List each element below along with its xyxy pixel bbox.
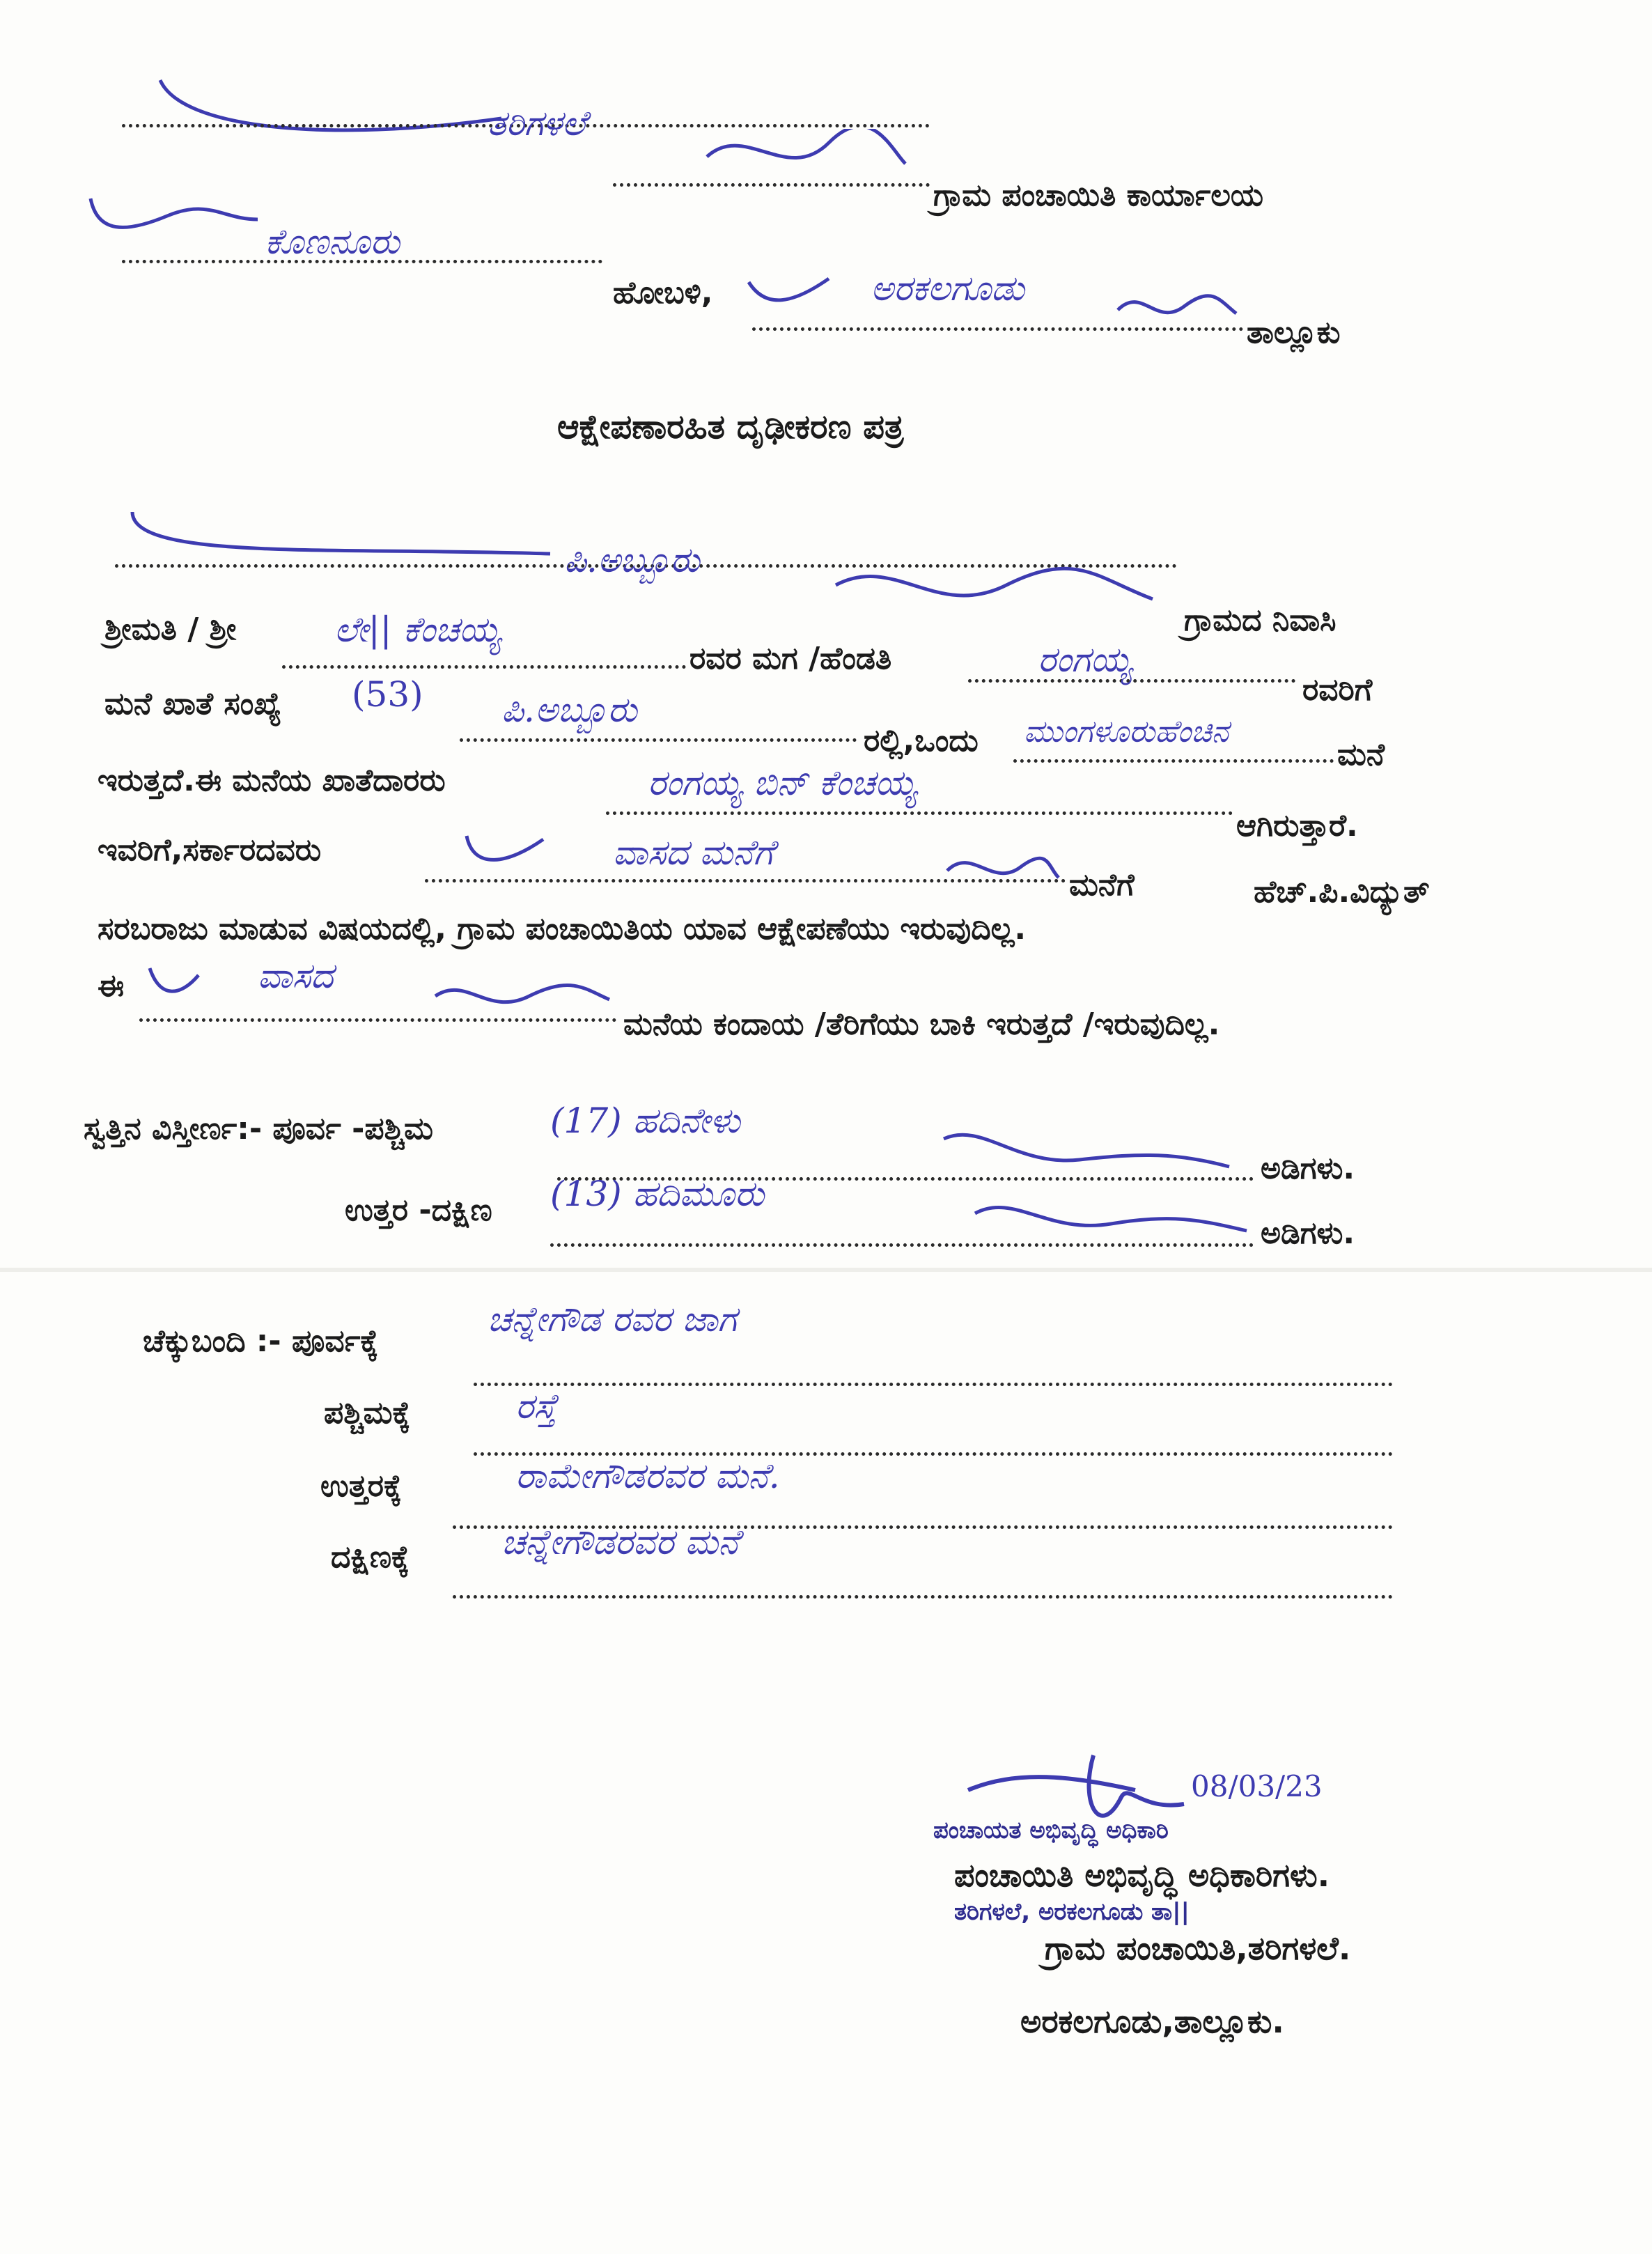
pen-flourish-1 bbox=[153, 66, 515, 150]
pen-flourish-10 bbox=[146, 961, 202, 1003]
pen-flourish-9 bbox=[944, 846, 1062, 888]
ns-handwritten: (13) ಹದಿಮೂರು bbox=[550, 1174, 765, 1214]
ravarige-label: ರವರಿಗೆ bbox=[1302, 672, 1373, 708]
west-handwritten: ರಸ್ತೆ bbox=[515, 1386, 557, 1427]
pen-flourish-11 bbox=[432, 975, 613, 1017]
vasada-dots bbox=[139, 1018, 616, 1022]
pen-flourish-13 bbox=[972, 1192, 1250, 1241]
taluk-name-handwritten: ಅರಕಲಗೂಡು bbox=[871, 268, 1024, 309]
south-label: ದಕ್ಷಿಣಕ್ಕೆ bbox=[331, 1539, 410, 1575]
tax-label: ಮನೆಯ ಕಂದಾಯ /ತೆರಿಗೆಯು ಬಾಕಿ ಇರುತ್ತದೆ /ಇರುವುದಿಲ್ಲ. bbox=[623, 1006, 1220, 1042]
place-dots bbox=[460, 738, 857, 742]
taluk-label: ತಾಲ್ಲೂಕು bbox=[1247, 315, 1341, 350]
khata-no-handwritten: (53) bbox=[352, 674, 423, 715]
ns-unit: ಅಡಿಗಳು. bbox=[1261, 1215, 1355, 1251]
owner-prefix-label: ಇರುತ್ತದೆ.ಈ ಮನೆಯ ಖಾತೆದಾರರು bbox=[98, 763, 446, 798]
hobli-name-handwritten: ಕೊಣನೂರು bbox=[265, 221, 400, 262]
pen-flourish-3 bbox=[84, 192, 265, 247]
father-dots bbox=[282, 665, 686, 669]
house-type-handwritten: ಮುಂಗಳೂರುಹೆಂಚಿನ bbox=[1024, 714, 1229, 749]
ns-label: ಉತ್ತರ -ದಕ್ಷಿಣ bbox=[345, 1192, 492, 1228]
hp-label: ಹೆಚ್.ಪಿ.ವಿದ್ಯುತ್ bbox=[1254, 874, 1430, 910]
signatory-line-1: ಪಂಚಾಯಿತಿ ಅಭಿವೃದ್ಧಿ ಅಧಿಕಾರಿಗಳು. bbox=[954, 1856, 1330, 1894]
mane-label: ಮನೆ bbox=[1337, 737, 1385, 772]
place-handwritten: ಪಿ.ಅಬ್ಬೂರು bbox=[501, 690, 637, 730]
pen-flourish-7 bbox=[832, 557, 1160, 613]
vasada-handwritten: ವಾಸದ bbox=[258, 956, 334, 996]
north-label: ಉತ್ತರಕ್ಕೆ bbox=[320, 1468, 402, 1504]
owner-dots bbox=[606, 811, 1233, 815]
pen-flourish-5 bbox=[1114, 286, 1240, 327]
east-dots bbox=[474, 1383, 1393, 1386]
gp-office-dots bbox=[613, 183, 930, 187]
ns-dots bbox=[550, 1243, 1254, 1247]
south-dots bbox=[453, 1595, 1393, 1599]
ew-handwritten: (17) ಹದಿನೇಳು bbox=[550, 1101, 740, 1141]
sign-date-handwritten: 08/03/23 bbox=[1191, 1769, 1323, 1803]
signatory-line-3: ಅರಕಲಗೂಡು,ತಾಲ್ಲೂಕು. bbox=[1020, 2003, 1284, 2040]
village-handwritten: ಪಿ.ಅಬ್ಬೂರು bbox=[564, 540, 700, 580]
gp-name-handwritten: ತರಿಗಳಲೆ bbox=[488, 103, 586, 143]
pen-flourish-4 bbox=[745, 268, 836, 310]
extent-label: ಸ್ವತ್ತಿನ ವಿಸ್ತೀರ್ಣ:- ಪೂರ್ವ -ಪಶ್ಚಿಮ bbox=[84, 1111, 433, 1147]
hobli-label: ಹೋಬಳಿ, bbox=[613, 275, 713, 311]
shrimati-label: ಶ್ರೀಮತಿ / ಶ್ರೀ bbox=[104, 612, 237, 647]
father-handwritten: ಲೇ|| ಕೆಂಚಯ್ಯ bbox=[334, 609, 501, 650]
no-objection-line: ಸರಬರಾಜು ಮಾಡುವ ವಿಷಯದಲ್ಲಿ, ಗ್ರಾಮ ಪಂಚಾಯಿತಿಯ ಯಾವ ಆಕ್ಷೇಪಣೆಯು ಇರುವುದಿಲ್ಲ. bbox=[98, 911, 1027, 947]
govt-prefix-label: ಇವರಿಗೆ,ಸರ್ಕಾರದವರು bbox=[98, 832, 322, 868]
pen-flourish-12 bbox=[940, 1125, 1233, 1181]
pen-flourish-2 bbox=[703, 129, 912, 178]
owner-suffix-label: ಆಗಿರುತ್ತಾರೆ. bbox=[1236, 808, 1358, 844]
pen-flourish-8 bbox=[460, 822, 550, 871]
applicant-handwritten: ರಂಗಯ್ಯ bbox=[1038, 639, 1133, 680]
north-handwritten: ರಾಮೇಗೌಡರವರ ಮನೆ. bbox=[515, 1456, 780, 1496]
scan-fold-line bbox=[0, 1268, 1652, 1272]
east-handwritten: ಚನ್ನೇಗೌಡ ರವರ ಜಾಗ bbox=[488, 1299, 737, 1339]
ralli-label: ರಲ್ಲಿ,ಒಂದು bbox=[864, 723, 979, 759]
west-label: ಪಶ್ಚಿಮಕ್ಕೆ bbox=[324, 1395, 411, 1431]
ee-label: ಈ bbox=[98, 968, 125, 1004]
stamp-line-2: ತರಿಗಳಲೆ, ಅರಕಲಗೂಡು ತಾ|| bbox=[954, 1898, 1190, 1926]
house-type-dots bbox=[1013, 759, 1334, 763]
govt-handwritten: ವಾಸದ ಮನೆಗೆ bbox=[613, 832, 774, 873]
boundaries-label: ಚೆಕ್ಕುಬಂದಿ :- ಪೂರ್ವಕ್ಕೆ bbox=[143, 1323, 379, 1359]
village-label: ಗ್ರಾಮದ ನಿವಾಸಿ bbox=[1184, 603, 1337, 638]
khata-label: ಮನೆ ಖಾತೆ ಸಂಖ್ಯೆ bbox=[104, 686, 282, 722]
owner-handwritten: ರಂಗಯ್ಯ ಬಿನ್ ಕೆಂಚಯ್ಯ bbox=[648, 763, 917, 803]
taluk-dots bbox=[752, 327, 1243, 331]
ew-unit: ಅಡಿಗಳು. bbox=[1261, 1151, 1355, 1186]
stamp-line-1: ಪಂಚಾಯತ ಅಭಿವೃದ್ಧಿ ಅಧಿಕಾರಿ bbox=[933, 1817, 1169, 1844]
manege-label: ಮನೆಗೆ bbox=[1069, 867, 1135, 903]
signatory-line-2: ಗ್ರಾಮ ಪಂಚಾಯಿತಿ,ತರಿಗಳಲೆ. bbox=[1045, 1929, 1351, 1967]
south-handwritten: ಚನ್ನೇಗೌಡರವರ ಮನೆ bbox=[501, 1522, 739, 1562]
document-title: ಆಕ್ಷೇಪಣಾರಹಿತ ದೃಢೀಕರಣ ಪತ್ರ bbox=[557, 407, 904, 446]
son-label: ರವರ ಮಗ /ಹೆಂಡತಿ bbox=[689, 641, 892, 676]
gp-office-label: ಗ್ರಾಮ ಪಂಚಾಯಿತಿ ಕಾರ್ಯಾಲಯ bbox=[933, 178, 1264, 213]
